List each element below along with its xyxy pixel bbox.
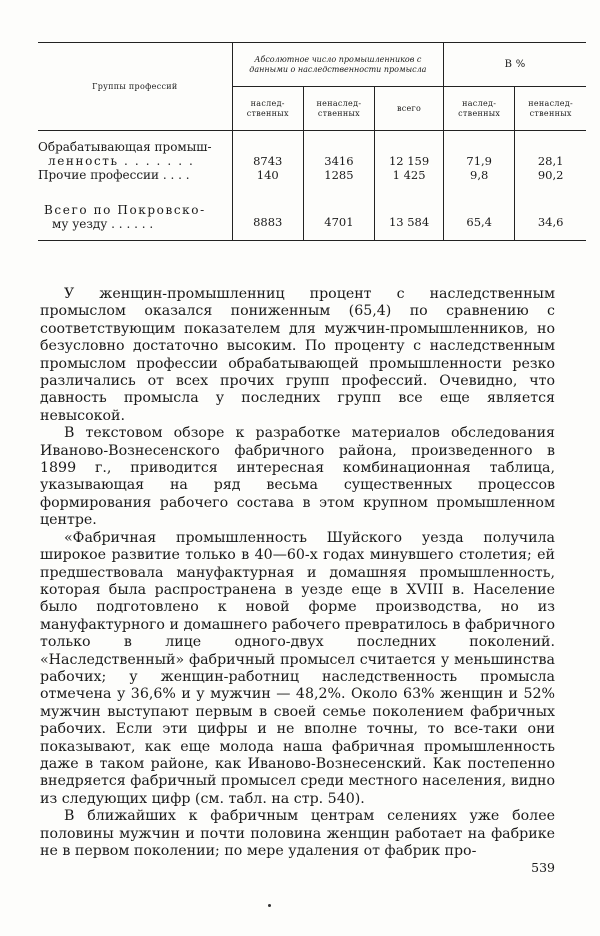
abs-header: Абсолютное число промышленников с данными о наследственности промысла: [232, 43, 443, 87]
table-cell: 8743: [232, 154, 303, 168]
total-cell: 34,6: [537, 215, 564, 230]
table-cell: 1285: [303, 168, 374, 182]
table-cell: 1 425: [375, 168, 444, 182]
total-cell: 13 584: [388, 215, 430, 230]
sub-header: наслед-ственных: [232, 87, 303, 131]
page-number: 539: [531, 860, 555, 875]
table-cell: 12 159: [375, 154, 444, 168]
sub-header: ненаслед-ственных: [515, 87, 586, 131]
table-cell: 9,8: [444, 168, 515, 182]
table-cell: 3416: [303, 154, 374, 168]
total-cell: 8883: [253, 215, 283, 230]
table-cell: 28,1: [515, 154, 586, 168]
pct-header: В %: [444, 43, 586, 87]
row-name: Обрабатывающая промыш-: [38, 140, 212, 154]
sub-header: ненаслед-ственных: [303, 87, 374, 131]
total-row-name-continued: му уезду . . . . . .: [52, 217, 154, 231]
paragraph: У женщин-промышленниц процент с наследственным промыслом оказался пониженным (65,4) по сравнению с соответствующим показателем для мужчин-промышленников, но безусловно достаточно высоким. По проценту с наследственным промыслом профессии обрабатывающей промышленности резко различались от всех прочих групп профессий. Очевидно, что давность промысла у последних групп все еще является невысокой.: [40, 286, 555, 424]
paragraph: В ближайших к фабричным центрам селениях уже более половины мужчин и почти половина женщин работает на фабрике не в первом поколении; по мере удаления от фабрик про-: [40, 808, 555, 859]
total-cell: 65,4: [466, 215, 492, 230]
body-text: [40, 286, 555, 860]
group-header: Группы профессий: [92, 81, 178, 91]
statistics-table: [38, 42, 586, 241]
total-cell: 4701: [324, 215, 354, 230]
quote-paragraph: «Фабричная промышленность Шуйского уезда получила широкое развитие только в 40—60-х годах минувшего столетия; ей предшествовала мануфактурная и домашняя промышленность, которая была распространена в уезде еще в XVIII в. Население было подготовлено к новой форме производства, но из мануфактурного и домашнего рабочего превратилось в фабричного только в лице одного-двух последних поколений. «Наследственный» фабричный промысел считается у меньшинства рабочих; у женщин-работниц наследственность промысла отмечена у 36,6% и у мужчин — 48,2%. Около 63% женщин и 52% мужчин выступают первым в своей семье поколением фабричных рабочих. Если эти цифры и не вполне точны, то все-таки они показывают, как еще молода наша фабричная промышленность даже в таком районе, как Иваново-Вознесенский. Как постепенно внедряется фабричный промысел среди местного населения, видно из следующих цифр (см. табл. на стр. 540).: [40, 529, 555, 807]
table-cell: 140: [232, 168, 303, 182]
total-row-name: Всего по Покровско-: [44, 202, 206, 217]
sub-header: наслед-ственных: [444, 87, 515, 131]
sub-header: всего: [375, 87, 444, 131]
table-cell: 71,9: [444, 154, 515, 168]
row-name-continued: ленность . . . . . . .: [48, 153, 195, 168]
table-cell: 90,2: [515, 168, 586, 182]
print-speck: [268, 904, 271, 907]
paragraph: В текстовом обзоре к разработке материалов обследования Иваново-Вознесенского фабричного района, произведенного в 1899 г., приводится интересная комбинационная таблица, указывающая на ряд весьма существенных процессов формирования рабочего состава в этом крупном промышленном центре.: [40, 425, 555, 529]
row-name: Прочие профессии . . . .: [38, 167, 190, 182]
